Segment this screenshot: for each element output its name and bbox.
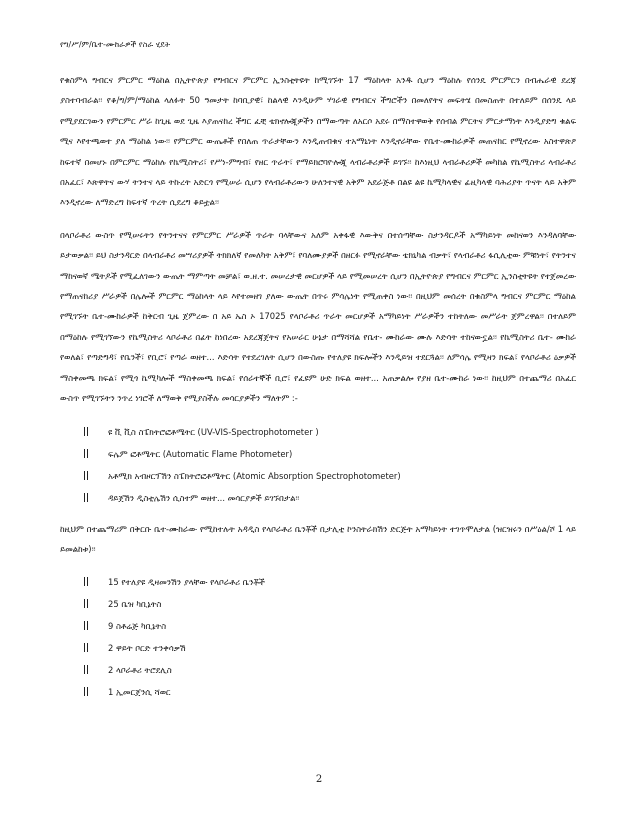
bullet-icon (84, 427, 88, 436)
list-item: ዳይጀሽን ዲስቲሌሽን ሲስተም ወዘተ... መሳርያዎች ይገኙበታል፡፡ (84, 487, 576, 509)
list-item: 25 ቤዝ ካቢኔትስ (84, 593, 576, 615)
bullet-icon (84, 687, 88, 696)
bullet-icon (84, 471, 88, 480)
bullet-icon (84, 577, 88, 586)
bullet-icon (84, 449, 88, 458)
bullet-icon (84, 665, 88, 674)
running-header: የግ/ሥ/ም/ቤተ-ሙከራዎች የስራ ሂደት (60, 40, 171, 49)
list-item: አቶሚክ አብዞርፕሽን ስፔክትሮፎቶሜትር (Atomic Absorption Spectrophotometer) (84, 465, 576, 487)
bullet-icon (84, 493, 88, 502)
bullet-icon (84, 621, 88, 630)
bullet-icon (84, 643, 88, 652)
list-item: 9 ስቶሬጅ ካቢኔትስ (84, 615, 576, 637)
paragraph-standards: በላቦራቶሪ ውስጥ የሚሠሩትን የትንተናና የምርምር ሥራዎች ጥራት ባላቸውና አለም አቀፋዊ እውቅና በተሰጣቸው ስታንዳርዶች አማካይነት መከናወን እንዳለባቸው ይታወቃል፡፡ ይህ ስታንዳርድ በላብራቶሪ መሣሪያዎች ትክክለኛ የመለካት አቅም፣ የባለሙያዎች በዘርፉ የሚኖራቸው ቴክኒካል ብቃት፣ የላብራቶሪ ፋሲሊቲው ምቹነት፣ የትንተና ማከናወኛ ሜትዶች የሚፈለገውን ውጤት ማምጣት መቻል፣ ወ.ዘ.ተ. መሠረታዊ መርሆዎች ላይ የሚመሠረት ሲሆን በኢትዮጵያ የግብርና ምርምር ኢንስቲትዩት የተጀመረው የማጠናከሪያ ሥራዎች በሌሎች ምርምር ማዕከላት ላይ እየተመዘገ ያለው ውጤት በጥሩ ምሳሌነት የሚጠቀስ ነው፡፡ በዚህም መሰረት በቁስምላ ግብርና ምርምር ማዕከል የሚገኙት ቤተ-ሙከራዎች ከቅርብ ጊዜ ጀምረው በ አይ ኤስ ኦ 17025 የላቦራቶሪ ጥራት መርሆዎች አማካይነት ሥራዎችን ተከትለው መሥራት ጀምረዋል፡፡ በተለይም በማዕከሉ የሚገኘውን የኬሚስትሪ ላቦራቶሪ በፊት ከነበረው አደረጃጀትና የአሠራር ሁኔታ በማሻሻል የቤተ- ሙከራው ሙሉ እድሳት ተከናውኗል፡፡ የኬሚስትሪ ቤተ- ሙከራ የወለል፣ የጣድግዳ፣ የቤንች፣ የቢሮ፣ የጣራ ወዘተ... እድሳት የተደረገለት ሲሆን በውስጡ የተለያዩ ክፍሎችን እንዲይዝ ተደርጓል፡፡ ለምሳሌ የሚዛን ክፍል፣ የላቦራቶሪ ዕቃዎች ማስቀመጫ ክፍል፣ የሚጎ ኬሚካሎች ማስቀመጫ ክፍል፣ የሰራተኞች ቢሮ፣ የፈዩም ሁድ ክፍል ወዘተ... አጠቃልሎ የያዘ ቤተ-ሙከራ ነው፡፡ ከዚህም በተጨማሪ በአፈር ውስጥ የሚገኙትን ንጥረ ነገሮች ለማወቅ የሚያስችሉ መሳርያዎችን ማለትም :- (60, 229, 576, 404)
list-item: ፍሌም ፎቶሜትር (Automatic Flame Photometer) (84, 443, 576, 465)
bench-list (60, 571, 576, 703)
paragraph-intro: የቁስምላ ግብርና ምርምር ማዕከል በኢትዮጵያ የግብርና ምርምር ኢንስቲትዩት ከሚገኙት 17 ማዕከላት አንዱ ሲሆን ማዕከሉ የሰንዴ ምርምርን በብሔራዊ ደረጃ ያስተባብራል፡፡ የቆ/ግ/ም/ማዕከል ላለፉት 50 ዓመታት ከባቢያዊ፣ ከልላዊ እንዲሁም ሃገራዊ የግብርና ችግሮችን በመለየትና መፍትሄ በመስጠት በተለይም በሰንዴ ላይ የሚያደርገውን የምርምር ሥራ ከጊዜ ወደ ጊዜ እያጠናከረ ችግር ፈቺ ቴክኖሎጂዎችን በማውጣት ለአርሶ አደሩ በማስተዋወቅ የሰብል ምርትና ምርታማነት እንዲያድግ ቁልፍ ሚና እየተጫወተ ያለ ማዕከል ነው፡፡ የምርምር ውጤቶች የበለጠ ጥራታቸውን እንዲጠብቁና ተአማኒነት እንዲኖራቸው የቤተ-ሙከራዎች መጠናከር የሚኖረው አስተዋጽዖ ከፍተኛ በመሆኑ በምርምር ማዕከሉ የኬሚስትሪ፣ የሥነ-ምግብ፣ የዘር ጥራት፣ የማይክሮባዮሎጂ ላብራቶሪዎች ይገኙ፡፡ ከእነዚህ ላብራቶሪዎች መካከል የኬሚስትሪ ላብራቶሪ በአፈር፣ እጽዋትና ውሃ ትንተና ላይ ትኩረት አድርጎ የሚሠራ ሲሆን የላብራቶሪውን ሁለንተናዊ አቅም አደራጅቶ በልዩ ልዩ ኬሚካላዊና ፊዚካላዊ ባሕሪያት ጥናት ላይ አቅም እንዲኖረው ለማድረግ ከፍተኛ ጥረት ሲደረግ ቆይቷል፡፡ (60, 75, 576, 208)
list-item: 2 ዋይት ቦርድ ተንቀሳቃሽ (84, 637, 576, 659)
bullet-icon (84, 599, 88, 608)
list-item: 2 ላቦራቶሪ ትሮደሊስ (84, 659, 576, 681)
page-number: 2 (315, 774, 323, 785)
list-item: 15 የተለያዩ ዲዛመንሽን ያላቸው የላቦራቶሪ ቤንቾች (84, 571, 576, 593)
list-item: 1 ኢመርጀንሲ ሻወር (84, 681, 576, 703)
instrument-list (60, 421, 576, 509)
list-item: ዩ ቪ ቪስ ስፔክትሮፎቶሜትር (UV-VIS-Spectrophotometer ) (84, 421, 576, 443)
document-body (60, 70, 576, 713)
paragraph-benches: ከዚህም በተጨማሪም በቅርቡ ቤተ-ሙከራው የሚከተሉት አዳዲስ የላቦራቶሪ ቤንቾች ቢታሊቲ ኮንስትራክሽን ድርጅት አማካይነት ተገጥሞለታል (ዝርዝሩን በሥዕል/ሾ 1 ላይ ይመልከቱ)፡፡ (60, 523, 576, 554)
